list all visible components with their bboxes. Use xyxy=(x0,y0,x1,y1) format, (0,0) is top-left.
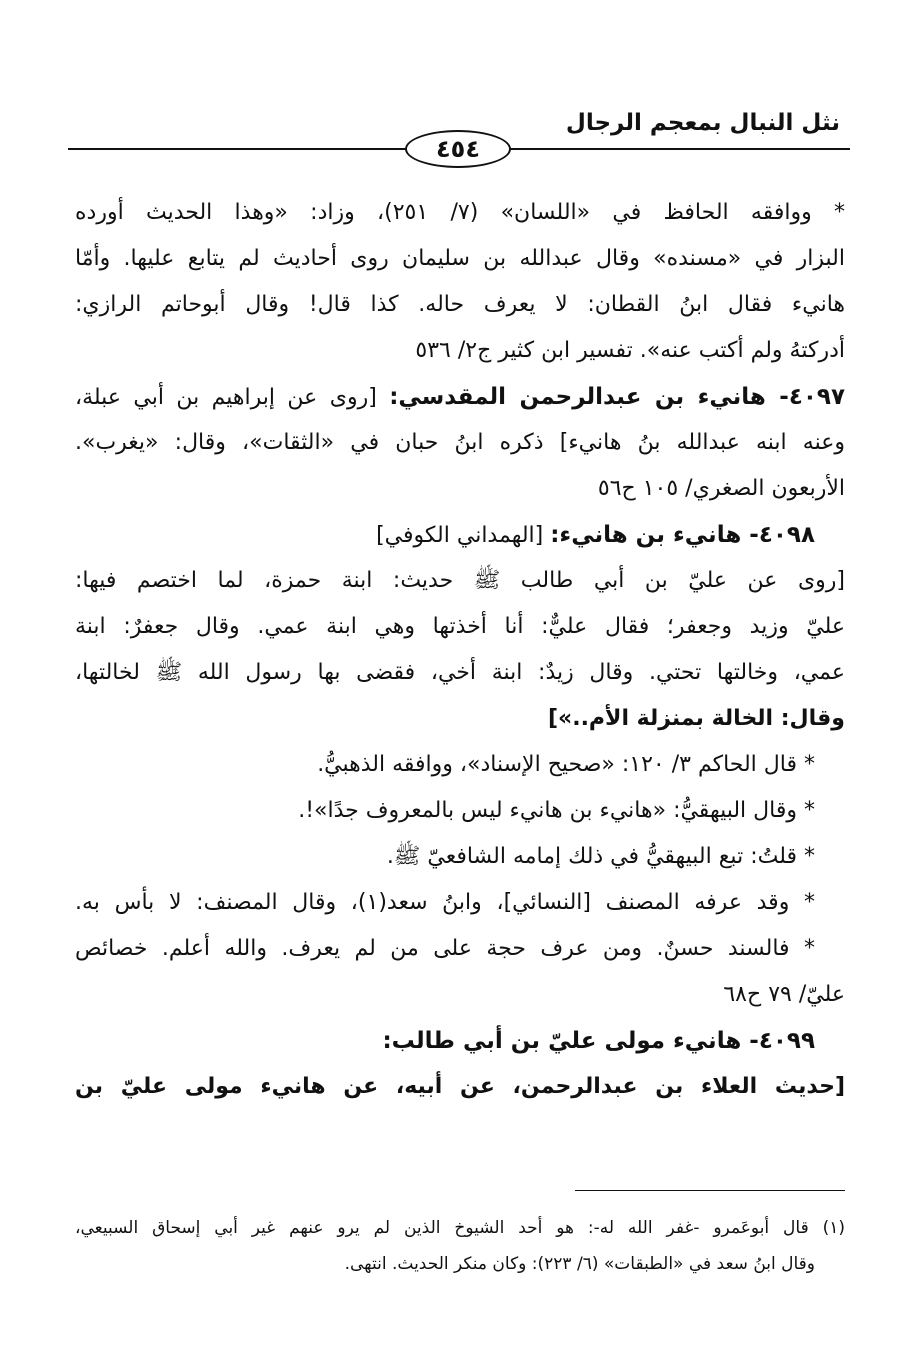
note-line: * قال الحاكم ٣/ ١٢٠: «صحيح الإسناد»، ووافقه الذهبيُّ. xyxy=(317,752,815,777)
entry-4099-line xyxy=(75,1018,845,1064)
entry-4098-text: [الهمداني الكوفي] xyxy=(376,523,551,548)
text-line: وقال: الخالة بمنزلة الأم..»] xyxy=(547,706,845,731)
text-line: * ووافقه الحافظ في «اللسان» (٧/ ٢٥١)، وزاد: «وهذا الحديث أورده xyxy=(75,200,845,225)
footnotes xyxy=(75,1210,845,1282)
note-line: * وقد عرفه المصنف [النسائي]، وابنُ سعد(١)، وقال المصنف: لا بأس به. xyxy=(75,890,815,915)
running-title: نثل النبال بمعجم الرجال xyxy=(565,110,840,136)
text-line: عمي، وخالتها تحتي. وقال زيدٌ: ابنة أخي، فقضى بها رسول الله ﷺ لخالتها، xyxy=(75,660,845,685)
text-line: الأربعون الصغري/ ١٠٥ ح٥٦ xyxy=(597,476,845,501)
footnote-line: وقال ابنُ سعد في «الطبقات» (٦/ ٢٢٣): وكان منكر الحديث. انتهى. xyxy=(344,1254,815,1274)
text-line: عليّ وزيد وجعفر؛ فقال عليٌّ: أنا أخذتها وهي ابنة عمي. وقال جعفرٌ: ابنة xyxy=(75,614,845,639)
entry-4097-line xyxy=(75,374,845,420)
footnote-line: (١) قال أبوعَمرو -غفر الله له-: هو أحد الشيوخ الذين لم يرو عنهم غير أبي إسحاق السبيعي، xyxy=(75,1218,845,1238)
entry-4097-heading: ٤٠٩٧- هانيء بن عبدالرحمن المقدسي: xyxy=(389,384,845,410)
entry-4098-heading: ٤٠٩٨- هانيء بن هانيء: xyxy=(550,522,815,548)
text-line: وعنه ابنه عبدالله بنُ هانيء] ذكره ابنُ حبان في «الثقات»، وقال: «يغرب». xyxy=(75,430,845,455)
text-line: [حديث العلاء بن عبدالرحمن، عن أبيه، عن هانيء مولى عليّ بن xyxy=(75,1074,845,1099)
text-line: أدركتهُ ولم أكتب عنه». تفسير ابن كثير ج٢/ ٥٣٦ xyxy=(415,338,845,363)
note-line: * وقال البيهقيُّ: «هانيء بن هانيء ليس بالمعروف جدًا»!. xyxy=(298,798,815,823)
note-line: * قلتُ: تبع البيهقيُّ في ذلك إمامه الشافعيّ ﷺ. xyxy=(386,844,815,869)
page-number: ٤٥٤ xyxy=(405,130,511,168)
text-line: البزار في «مسنده» وقال عبدالله بن سليمان روى أحاديث لم يتابع عليها. وأمّا xyxy=(75,246,845,271)
entry-4097-text: [روى عن إبراهيم بن أبي عبلة، xyxy=(75,385,390,410)
entry-4098-line xyxy=(75,512,845,558)
body-text xyxy=(75,190,845,1110)
note-line: عليّ/ ٧٩ ح٦٨ xyxy=(723,982,845,1007)
entry-4099-heading: ٤٠٩٩- هانيء مولى عليّ بن أبي طالب: xyxy=(382,1028,815,1054)
text-line: هانيء فقال ابنُ القطان: لا يعرف حاله. كذا قال! وقال أبوحاتم الرازي: xyxy=(75,292,845,317)
text-line: [روى عن عليّ بن أبي طالب ﷺ حديث: ابنة حمزة، لما اختصم فيها: xyxy=(75,568,845,593)
note-line: * فالسند حسنٌ. ومن عرف حجة على من لم يعرف. والله أعلم. خصائص xyxy=(75,936,815,961)
footnote-rule xyxy=(575,1190,845,1191)
